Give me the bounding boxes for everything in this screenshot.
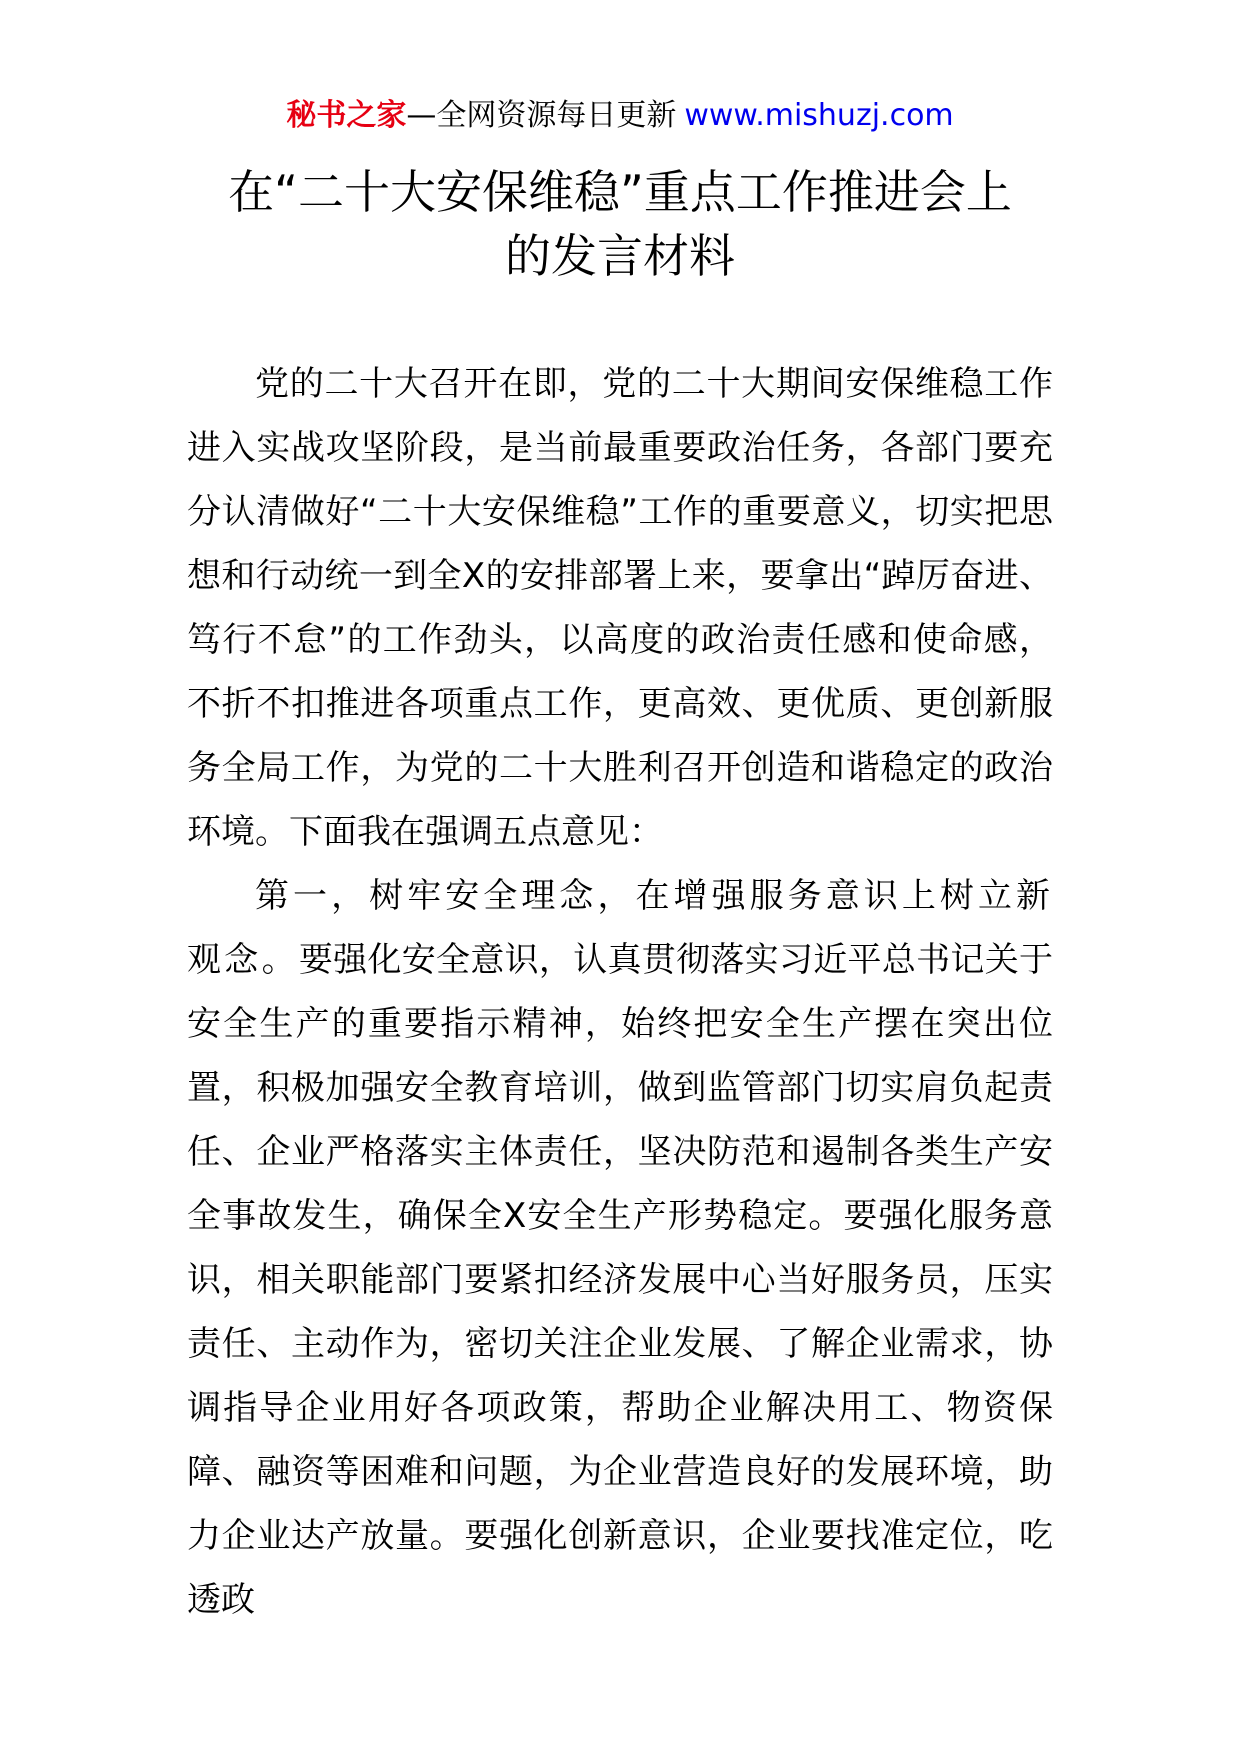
site-url-link[interactable]: www.mishuzj.com (684, 98, 954, 133)
site-header (0, 96, 1240, 136)
paragraph-first-point-text: 要强化安全意识，认真贯彻落实习近平总书记关于安全生产的重要指示精神，始终把安全生产摆在突出位置，积极加强安全教育培训，做到监管部门切实肩负起责任、企业严格落实主体责任，坚决防范和遏制各类生产安全事故发生，确保全X安全生产形势稳定。要强化服务意识，相关职能部门要紧扣经济发展中心当好服务员，压实责任、主动作为，密切关注企业发展、了解企业需求，协调指导企业用好各项政策，帮助企业解决用工、物资保障、融资等困难和问题，为企业营造良好的发展环境，助力企业达产放量。要强化创新意识，企业要找准定位，吃透政 (187, 940, 1053, 1620)
site-tagline: —全网资源每日更新 (406, 98, 677, 133)
paragraph-intro: 党的二十大召开在即，党的二十大期间安保维稳工作进入实战攻坚阶段，是当前最重要政治任务，各部门要充分认清做好“二十大安保维稳”工作的重要意义，切实把思想和行动统一到全X的安排部署上来，要拿出“踔厉奋进、笃行不怠”的工作劲头，以高度的政治责任感和使命感，不折不扣推进各项重点工作，更高效、更优质、更创新服务全局工作，为党的二十大胜利召开创造和谐稳定的政治环境。下面我在强调五点意见： (187, 364, 1053, 852)
paragraph-first-point (187, 864, 1053, 1632)
document-body (187, 352, 1053, 1632)
site-brand: 秘书之家 (286, 98, 407, 133)
paragraph-first-point-heading: 第一，树牢安全理念，在增强服务意识上树立新观念。 (187, 876, 1053, 980)
document-title (120, 160, 1120, 288)
title-line-1: 在“二十大安保维稳”重点工作推进会上 (228, 165, 1012, 219)
title-line-2: 的发言材料 (505, 229, 735, 283)
